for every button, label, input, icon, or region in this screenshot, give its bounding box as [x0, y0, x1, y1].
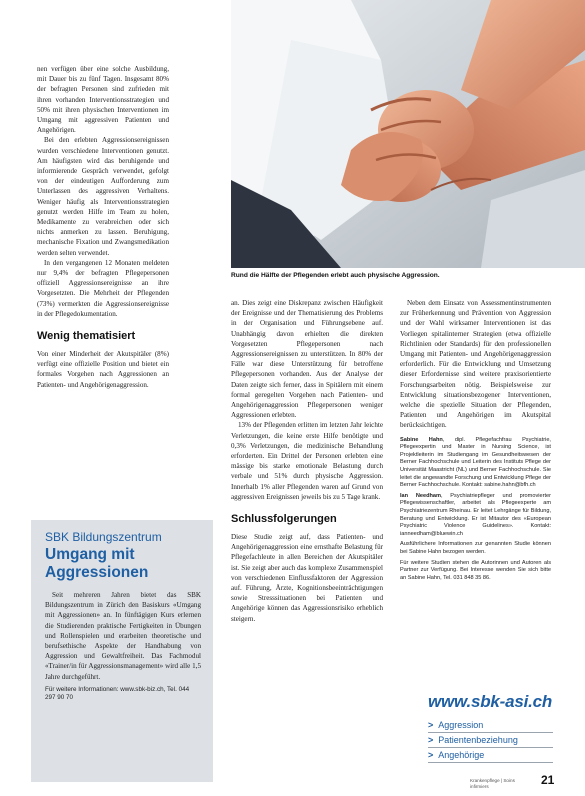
body-paragraph: an. Dies zeigt eine Diskrepanz zwischen Häufigkeit der Ereignisse und der Thematisierung des Problems in der Organisation und Führungsebene auf. Unabhängig davon erhielten die direkten Vorgesetzten Pflegepersonen nach Aggressionsereignissen zu unterstützen. In 80% der Fälle war diese Unterstützung für betroffene Pflegepersonen vorhanden. Aus der Analyse der Daten zeigte sich ferner, dass in Spitälern mit einem formal geregelten Vorgehen nach Patienten- und Angehörigenaggression Pflegepersonen weniger Aggressionen erlebten.	[231, 299, 383, 420]
website-link[interactable]: www.sbk-asi.ch	[428, 692, 553, 711]
info-box	[31, 520, 213, 782]
keyword-list	[428, 718, 553, 763]
section-heading: Schlussfolgerungen	[231, 513, 337, 526]
keyword-label: Patientenbeziehung	[438, 735, 518, 745]
right-column	[400, 298, 551, 582]
page-number: 21	[541, 773, 555, 787]
left-column	[37, 64, 169, 390]
box-title: Umgang mit Aggressionen	[45, 546, 149, 581]
footnote: Für weitere Studien stehen die Autorinnen und Autoren als Partner zur Verfügung. Bei Interesse wenden Sie sich bitte an Sabine Hahn, Tel. 031 848 35 86.	[400, 559, 551, 581]
hands-photo-illustration	[231, 0, 585, 268]
box-more-info: Für weitere Informationen: www.sbk-biz.ch, Tel. 044 297 90 70	[45, 685, 190, 702]
box-kicker: SBK Bildungszentrum	[45, 530, 162, 544]
footer-brand: Krankenpflege | Soins infirmiers	[470, 778, 515, 789]
chevron-right-icon: >	[428, 735, 434, 745]
chevron-right-icon: >	[428, 720, 434, 730]
author-bio	[400, 493, 551, 539]
study-note: Ausführlichere Informationen zur genannten Studie können bei Sabine Hahn bezogen werden.	[400, 541, 551, 555]
body-paragraph: nen verfügen über eine solche Ausbildung, mit Dauer bis zu fünf Tagen. Insgesamt 80% der befragten Personen sind zufrieden mit ihren vorhanden Interventionsstrategien und 50% mit ihren physischen Interventionen im Umgang mit aggressiven Patienten und Angehörigen.	[37, 65, 169, 135]
section-heading: Wenig thematisiert	[37, 330, 136, 343]
body-paragraph: Von einer Minderheit der Akutspitäler (8%) verfügt eine offizielle Position und bietet ein formales Vorgehen nach Aggressionen an Patienten- und Angehörigenaggression.	[37, 350, 169, 389]
body-paragraph: In den vergangenen 12 Monaten meldeten nur 9,4% der befragten Pflegepersonen offiziell Aggressionsereignisse an ihre Vorgesetzten. Die Mehrheit der Pflegenden (73%) vermerkten die Aggressionsereignisse in der Pflegedokumentation.	[37, 258, 169, 318]
author-bio-text: , Psychiatriepfleger und promovierter Pflegewissenschaftler, arbeitet als Pflegeexperte am Psychiatriezentrum Rheinau. Er leitet Lehrgänge für Bildung, Beratung und Entwicklung. Er ist Mitautor des «European Psychiatric Violence Guidelines». Kontakt: ianneedham@bluewin.ch	[400, 492, 551, 537]
author-name: Sabine Hahn	[400, 436, 443, 443]
box-paragraph: Seit mehreren Jahren bietet das SBK Bildungszentrum in Zürich den Basiskurs «Umgang mit Aggressionen» an. In fünftägigen Kurs erlernen die Studierenden praktische Fertigkeiten in Übungen und Rollenspielen und erarbeiten theoretische und berufsethische Aspekte der Handhabung von Aggression und Gewaltfreiheit. Das Fachmodul «Trainer/in für Aggressionsmanagement» wird alle 1,5 Jahre durchgeführt.	[45, 591, 201, 681]
photo-caption: Rund die Hälfte der Pflegenden erlebt auch physische Aggression.	[231, 272, 440, 279]
chevron-right-icon: >	[428, 750, 434, 760]
body-paragraph: Bei den erlebten Aggressionsereignissen wurden verschiedene Interventionen genutzt. Am häufigsten wird das beruhigende und informierende Gespräch verwendet, gefolgt von der eindeutigen Aufforderung zum Unterlassen des aggressiven Verhaltens. Weniger häufig als Interventionsstrategien genutzt werden Hilfe im Team zu holen, Medikamente zu verabreichen oder sich nichts anmerken zu lassen. Beruhigung, mechanische Fixation und Zwangsmedikation werden selten verwendet.	[37, 136, 169, 257]
body-paragraph: 13% der Pflegenden erlitten im letzten Jahr leichte Verletzungen, die keine erste Hilfe benötigte und 0,3% Verletzungen, die medizinische Behandlung erforderten. Ein Drittel der Personen erlebten eine mässige bis starke emotionale Belastung durch verbale und 51% durch physische Aggression. Innerhalb 1% aller Pflegenden waren auf Grund von aggressiven Ereignissen jeweils bis zu 5 Tage krank.	[231, 421, 383, 501]
keyword-item[interactable]	[428, 733, 553, 748]
keyword-label: Aggression	[438, 720, 484, 730]
body-paragraph: Neben dem Einsatz von Assessmentinstrumenten zur Früherkennung und Prävention von Aggression und der Wahl wirksamer Interventionen ist das Vorliegen spitalinterner Strategien (etwa offizielle Richtlinien oder Standards) für den professionellen Umgang mit Patienten- und Angehörigenaggression erforderlich. Für die Entwicklung und Umsetzung dieser Erfordernisse sind weitere praxisorientierte Forschungsarbeiten nötig. Beispielsweise zur Entwicklung situationsbezogener Interventionen, welche die spezielle Situation der Pflegenden, Patienten und Angehörigen im Akutspital berücksichtigen.	[400, 299, 551, 430]
box-body	[45, 590, 201, 682]
article-photo	[231, 0, 585, 268]
middle-column	[231, 298, 383, 624]
keyword-label: Angehörige	[438, 750, 485, 760]
keyword-item[interactable]	[428, 748, 553, 763]
author-name: Ian Needham	[400, 492, 442, 499]
body-paragraph: Diese Studie zeigt auf, dass Patienten- und Angehörigenaggression eine ernsthafte Belastung für Pflegefachleute in allen Bereichen der Akutspitäler ist. Sie zeigt aber auch das komplexe Zusammenspiel von verschiedenen Einflussfaktoren der Aggression auf. Führung, Ärzte, Kognitionsbeeinträchtigungen sowie Stresssituationen bei Patienten und Angehörige können das Aggressionsrisiko erheblich steigern.	[231, 533, 383, 623]
author-bio-text: , dipl. Pflegefachfrau Psychiatrie, Pflegeexpertin und Master in Nursing Science, ist Projektleiterin im Studiengang im Gesundheitswesen der Berner Fachhochschule und Leiterin des Instituts Pflege der Universität Maastricht (NL) und Berner Fachhochschule. Sie leitet die angewandte Forschung und Entwicklung Pflege der Berner Fachhochschule. Kontakt: sabine.hahn@bfh.ch	[400, 436, 551, 489]
keyword-item[interactable]	[428, 718, 553, 733]
author-bio	[400, 437, 551, 490]
